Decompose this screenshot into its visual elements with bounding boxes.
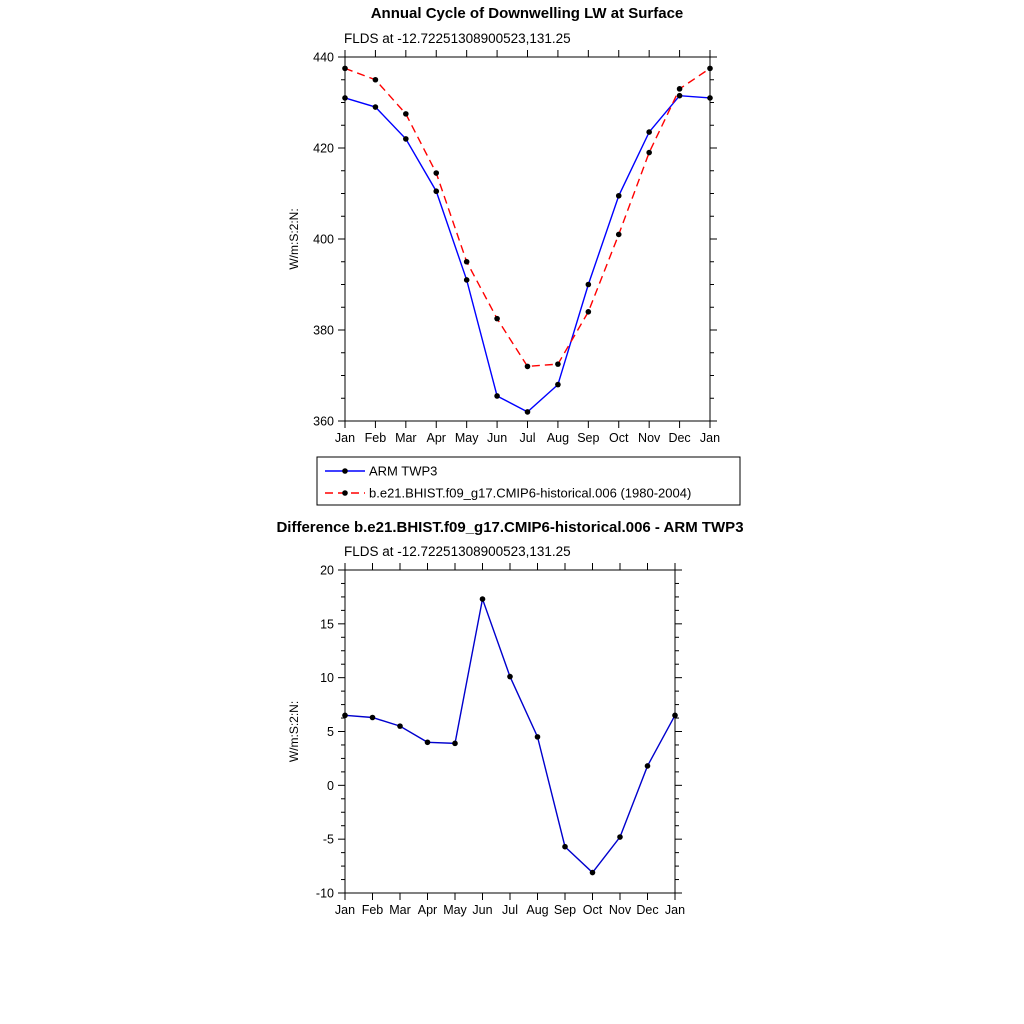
x-tick-label: Aug [546, 431, 570, 445]
x-tick-label: Sep [553, 903, 577, 917]
data-marker [342, 66, 348, 72]
x-tick-label: Dec [668, 431, 691, 445]
data-marker [403, 136, 409, 142]
data-marker [672, 713, 678, 719]
x-tick-label: Mar [389, 903, 411, 917]
data-marker [452, 741, 458, 747]
x-tick-label: Jul [502, 903, 518, 917]
data-marker [480, 596, 486, 602]
y-tick-label: 420 [313, 141, 334, 156]
x-tick-label: Jun [487, 431, 508, 445]
x-tick-label: Oct [582, 903, 603, 917]
y-tick-label: -5 [322, 832, 334, 847]
x-tick-label: Jun [472, 903, 493, 917]
data-marker [370, 715, 376, 721]
data-marker [707, 95, 713, 101]
x-tick-label: Nov [638, 431, 661, 445]
x-tick-label: Dec [636, 903, 659, 917]
x-tick-label: Jan [699, 431, 721, 445]
data-marker [616, 232, 622, 238]
y-tick-label: 10 [320, 671, 334, 686]
data-marker [677, 86, 683, 92]
top-chart-subtitle: FLDS at -12.72251308900523,131.25 [344, 31, 571, 46]
x-tick-label: Jan [334, 431, 356, 445]
data-marker [617, 834, 623, 840]
difference-chart-subtitle: FLDS at -12.72251308900523,131.25 [344, 544, 571, 559]
data-marker [535, 734, 541, 740]
x-tick-label: Oct [609, 431, 629, 445]
data-marker [590, 870, 596, 876]
data-marker [645, 763, 651, 769]
data-marker [525, 409, 531, 415]
y-tick-label: 5 [327, 725, 334, 739]
y-tick-label: 360 [313, 414, 334, 429]
plot-frame [345, 570, 675, 893]
data-marker [586, 309, 592, 315]
x-tick-label: Feb [361, 903, 384, 917]
data-marker [555, 361, 561, 367]
x-tick-label: Feb [364, 431, 387, 445]
series-line-0 [345, 599, 675, 872]
x-tick-label: Jul [519, 431, 536, 445]
data-marker [525, 364, 531, 370]
x-tick-label: Nov [608, 903, 632, 917]
data-marker [373, 104, 379, 110]
data-marker [562, 844, 568, 850]
x-tick-label: May [443, 903, 467, 917]
y-tick-label: 15 [320, 617, 334, 632]
y-tick-label: 400 [313, 232, 334, 247]
data-marker [494, 316, 500, 322]
annual-cycle-chart [250, 30, 770, 520]
legend-label: b.e21.BHIST.f09_g17.CMIP6-historical.006 (1980-2004) [369, 485, 692, 501]
data-marker [494, 393, 500, 399]
data-marker [646, 129, 652, 135]
y-tick-label: 440 [313, 50, 334, 65]
data-marker [433, 188, 439, 194]
top-chart-title: Annual Cycle of Downwelling LW at Surface [370, 5, 684, 22]
x-tick-label: Aug [526, 903, 549, 917]
data-marker [586, 282, 592, 288]
y-axis-label: W/m:S:2:N: [287, 700, 301, 763]
data-marker [646, 150, 652, 156]
x-tick-label: Jan [334, 903, 356, 917]
data-marker [555, 382, 561, 388]
difference-chart-title: Difference b.e21.BHIST.f09_g17.CMIP6-historical.006 - ARM TWP3 [276, 519, 744, 536]
data-marker [342, 713, 348, 719]
y-tick-label: 0 [327, 778, 334, 793]
y-tick-label: 380 [313, 323, 334, 338]
data-marker [464, 259, 470, 265]
data-marker [464, 277, 470, 283]
x-tick-label: Apr [426, 431, 446, 445]
x-tick-label: Mar [395, 431, 417, 445]
data-marker [342, 95, 348, 101]
legend-label: ARM TWP3 [369, 463, 438, 479]
y-tick-label: 20 [320, 563, 334, 578]
data-marker [507, 674, 513, 680]
data-marker [397, 723, 403, 729]
legend-marker [342, 490, 348, 496]
x-tick-label: Sep [577, 431, 600, 445]
data-marker [433, 170, 439, 176]
data-marker [677, 93, 683, 99]
data-marker [373, 77, 379, 83]
x-tick-label: Jan [664, 903, 686, 917]
series-line-1 [345, 68, 710, 366]
x-tick-label: Apr [417, 903, 438, 917]
x-tick-label: May [454, 431, 479, 445]
data-marker [707, 66, 713, 72]
y-axis-label: W/m:S:2:N: [287, 208, 301, 270]
difference-chart [250, 560, 720, 930]
legend-marker [342, 468, 348, 474]
data-marker [616, 193, 622, 199]
y-tick-label: -10 [315, 886, 334, 901]
data-marker [425, 739, 431, 745]
data-marker [403, 111, 409, 117]
